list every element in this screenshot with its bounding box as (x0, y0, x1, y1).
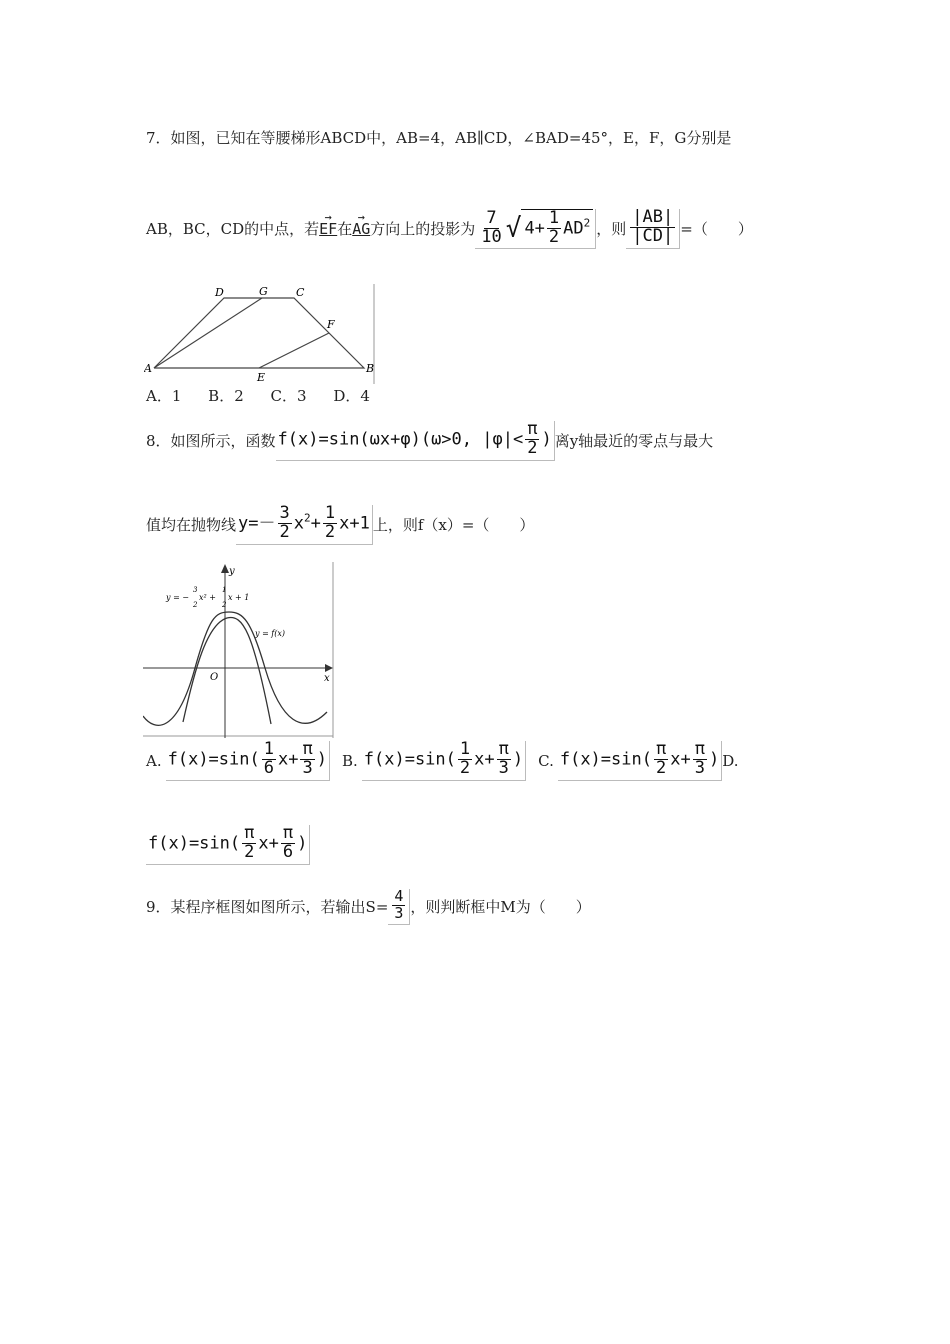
graph-y-label: y (229, 566, 235, 577)
vector-ef: → EF (319, 219, 337, 239)
q7-line2 (146, 206, 753, 252)
q8-option-d-formula[interactable]: f(x)=sin( $\frac{\pi}{2}$ x+ $\frac{\pi}{6}$ ) (146, 825, 310, 865)
graph-parabola-label-c: x + 1 (228, 593, 250, 602)
projection-formula: $\frac{7}{10}$ √ 4+ $\frac{1}{2}$ $AD^2$ (475, 209, 596, 250)
q9-text-a: 9．某程序框图如图所示，若输出S= (146, 898, 389, 916)
q7-text-d: ，则 (596, 220, 627, 238)
graph-origin-label: O (210, 672, 219, 683)
vector-ag: → AG (352, 219, 370, 239)
graph-parabola-f1n: 3 (193, 586, 198, 594)
ratio-formula: $\frac{|AB|}{|CD|}$ (626, 209, 680, 249)
label-g: G (259, 285, 268, 298)
q8-option-d-label[interactable]: D. (722, 752, 739, 770)
s-value-fraction: $\frac{4}{3}$ (388, 889, 410, 925)
label-c: C (296, 286, 305, 299)
q8-text-d: 上，则f（x）=（ ） (372, 516, 535, 534)
q7-text-e: =（ ） (680, 220, 753, 238)
graph-curve-label: y = f(x) (255, 629, 286, 638)
q8-text-c: 值均在抛物线 (146, 516, 237, 534)
q7-option-b[interactable]: B．2 (208, 387, 244, 405)
function-formula: f(x)=sin(ωx+φ)(ω>0, |φ|< $\frac{\pi}{2}$ ) (276, 421, 555, 461)
parabola-formula: y=－ $\frac{3}{2}$ $x^2+$ $\frac{1}{2}$ x+1 (236, 505, 373, 545)
q7-line1: 7．如图，已知在等腰梯形ABCD中，AB=4，AB∥CD，∠BAD=45°，E，F，G分别是 (146, 129, 732, 147)
graph-parabola-label-a: y = − (166, 593, 190, 602)
q8-line1 (146, 418, 713, 464)
label-a: A (144, 362, 152, 375)
label-d: D (215, 286, 224, 299)
trapezoid-figure (144, 284, 380, 384)
graph-parabola-label-b: x² + (199, 593, 216, 602)
q8-option-b-formula[interactable]: f(x)=sin( $\frac{1}{2}$ x+ $\frac{\pi}{3}$ ) (362, 741, 526, 781)
sine-parabola-graph (143, 562, 335, 738)
q8-option-b-label[interactable]: B. (341, 752, 358, 770)
q8-option-a-formula[interactable]: f(x)=sin( $\frac{1}{6}$ x+ $\frac{\pi}{3}$ ) (166, 741, 330, 781)
q7-option-d[interactable]: D．4 (333, 387, 370, 405)
q7-option-c[interactable]: C．3 (270, 387, 307, 405)
label-b: B (366, 362, 375, 375)
graph-parabola-f2n: 1 (222, 586, 227, 594)
q8-options-row (146, 738, 738, 784)
q8-option-c-formula[interactable]: f(x)=sin( $\frac{\pi}{2}$ x+ $\frac{\pi}{3}$ ) (558, 741, 722, 781)
q8-option-c-label[interactable]: C. (538, 752, 554, 770)
q8-line2 (146, 502, 534, 548)
q8-option-d-row (146, 822, 310, 868)
q7-text-c: 方向上的投影为 (370, 220, 476, 238)
q8-text-b: 离y轴最近的零点与最大 (554, 432, 714, 450)
graph-x-label: x (324, 673, 330, 684)
q9-line (146, 884, 591, 930)
q7-text-a: AB，BC，CD的中点，若 (146, 220, 320, 238)
q7-option-a[interactable]: A．1 (146, 387, 182, 405)
label-f: F (327, 318, 335, 331)
graph-parabola-f2d: 2 (222, 601, 227, 609)
label-e: E (257, 371, 266, 384)
q8-option-a-label[interactable]: A. (146, 752, 162, 770)
q7-options (146, 386, 392, 406)
q8-text-a: 8．如图所示，函数 (146, 432, 276, 450)
q7-text-b: 在 (337, 220, 353, 238)
graph-parabola-f1d: 2 (193, 601, 198, 609)
q9-text-b: ，则判断框中M为（ ） (410, 898, 591, 916)
